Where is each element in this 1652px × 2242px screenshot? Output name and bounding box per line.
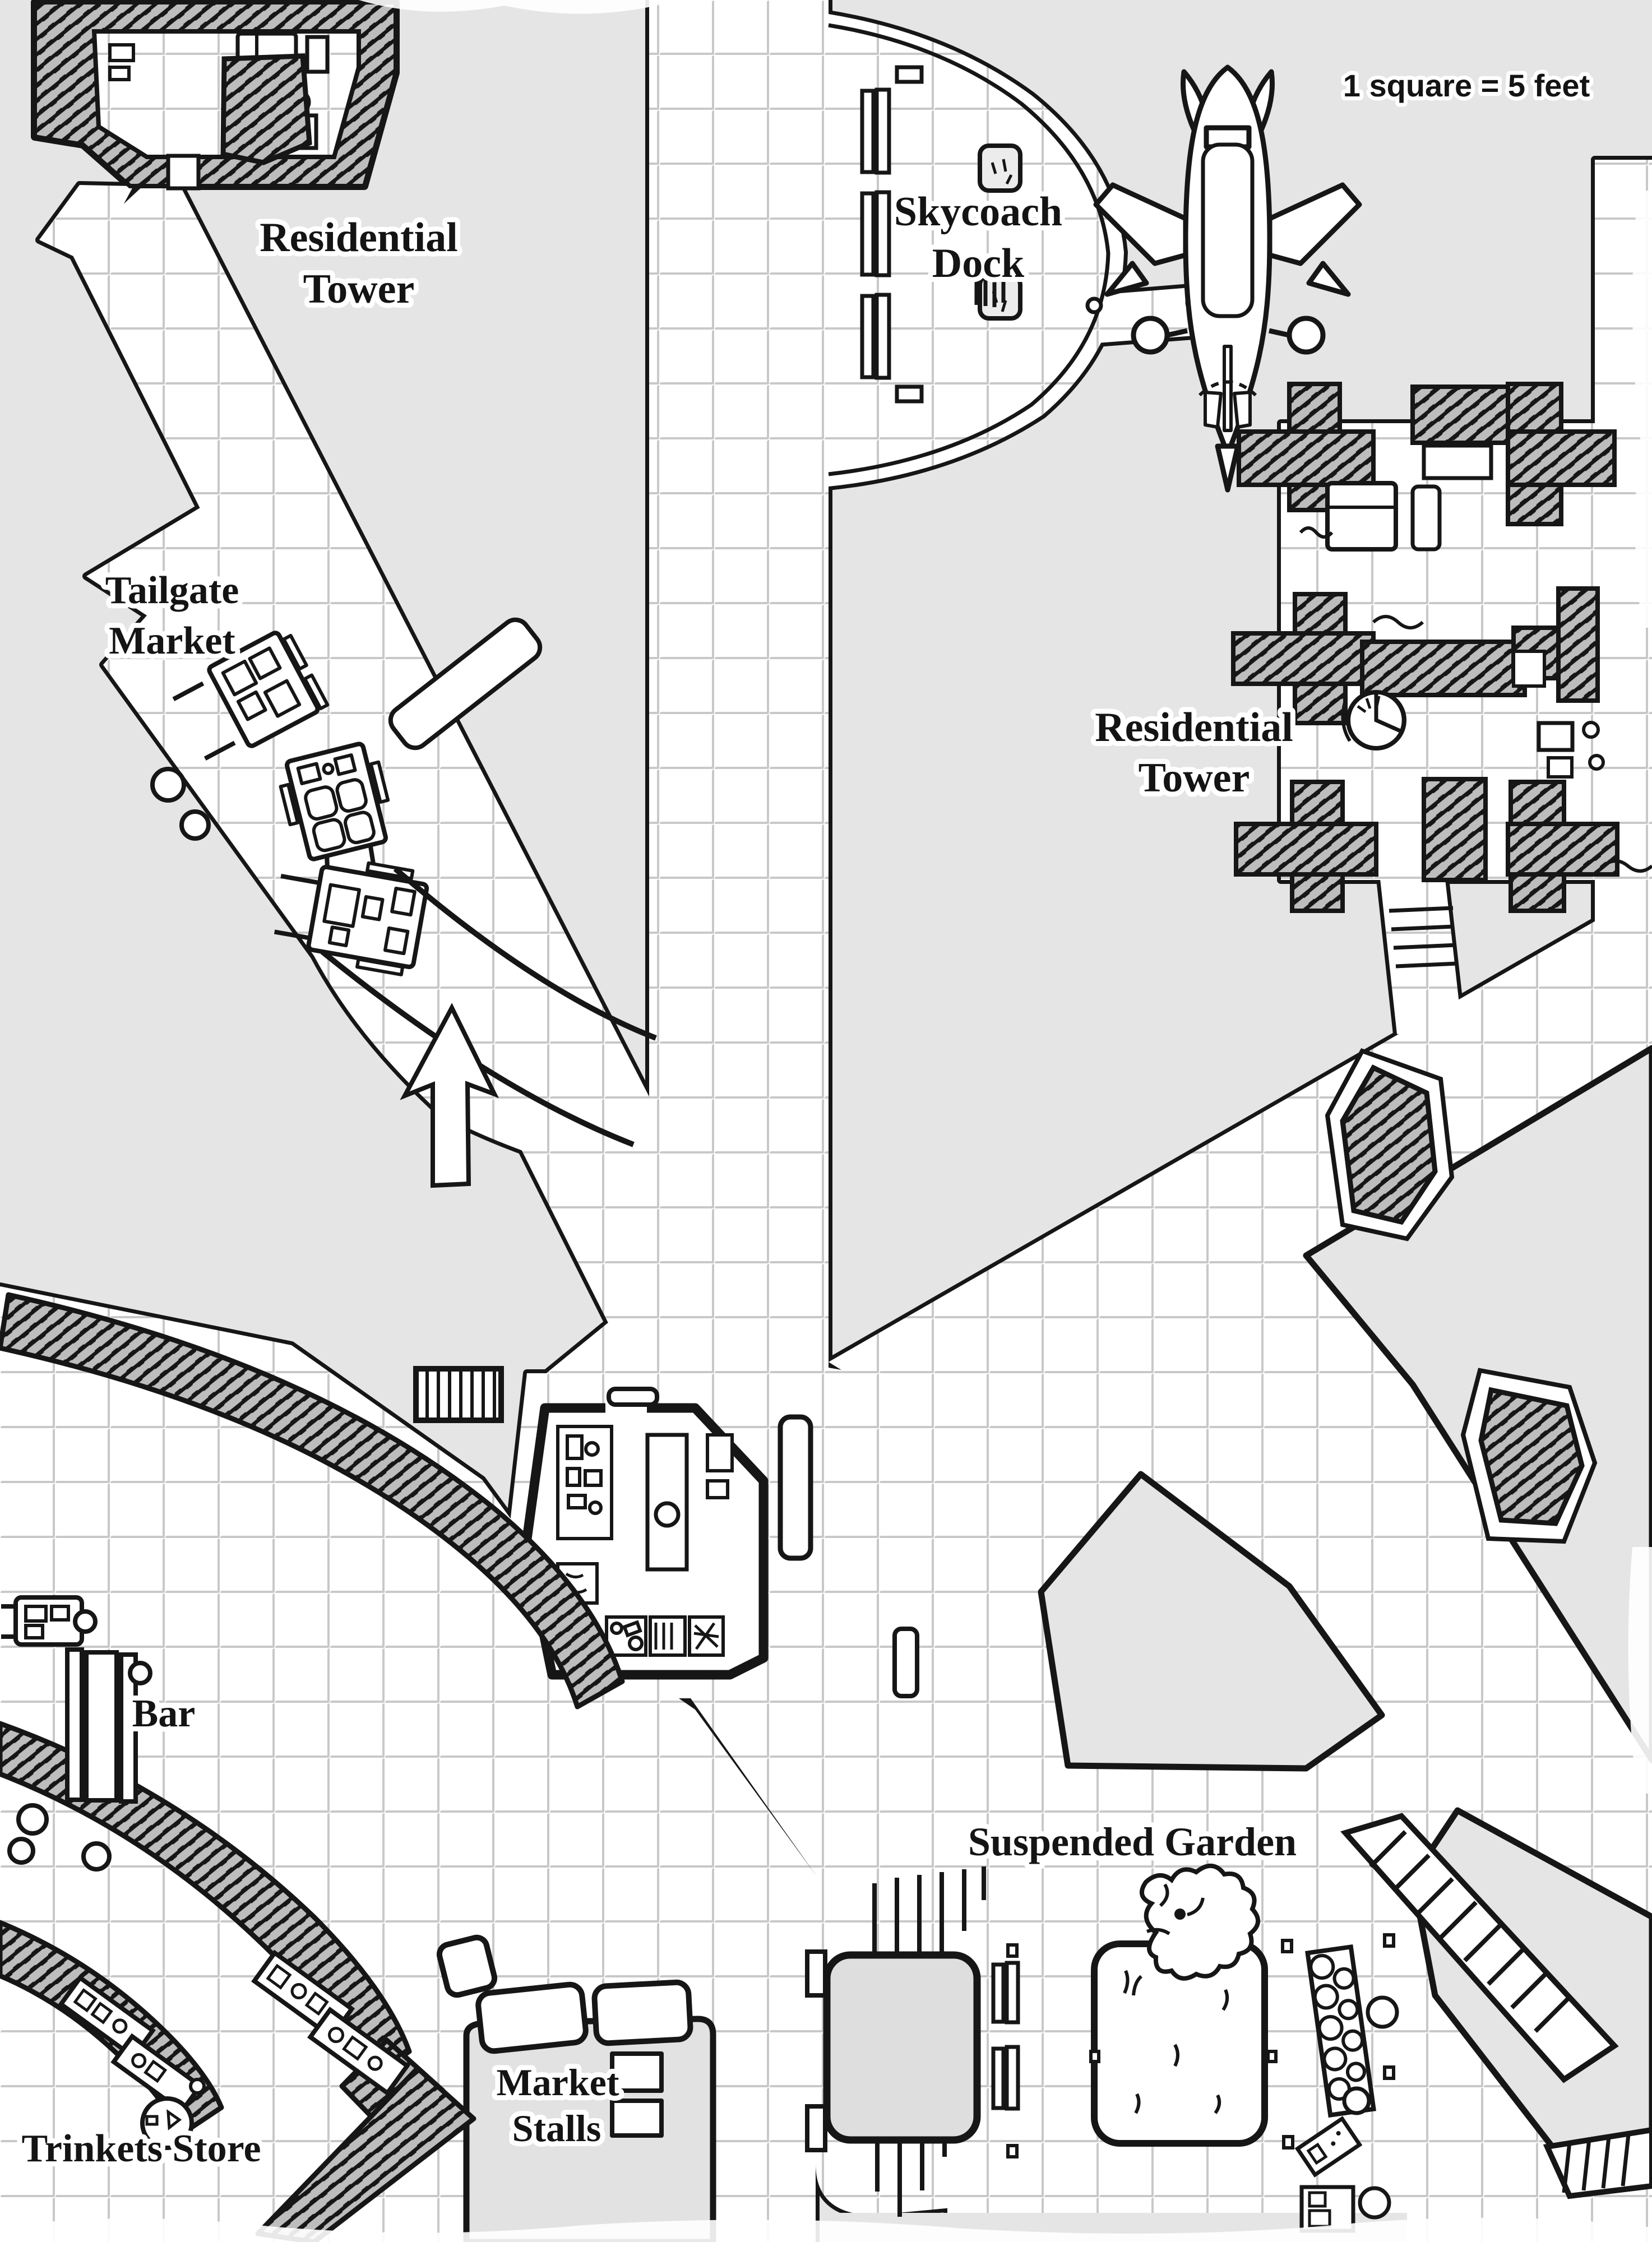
label-tower-nw-2: Tower xyxy=(303,266,415,312)
stall-booth xyxy=(477,1984,587,2053)
couch-icon xyxy=(1413,487,1440,549)
wardrobe-icon xyxy=(307,37,327,72)
bench-icon xyxy=(609,1389,657,1405)
stool-icon xyxy=(130,1663,150,1683)
label-tower-nw-1: Residential xyxy=(260,215,458,261)
stall-booth xyxy=(437,1935,497,1997)
stall-booth xyxy=(594,1982,691,2044)
scale-note: 1 square = 5 feet xyxy=(1343,68,1590,103)
label-skycoach-1: Skycoach xyxy=(894,189,1063,235)
label-tower-e-2: Tower xyxy=(1138,755,1250,801)
label-suspended-garden: Suspended Garden xyxy=(968,1819,1297,1864)
stool-icon xyxy=(10,1839,33,1863)
label-tailgate-2: Market xyxy=(109,619,235,663)
label-market-stalls-1: Market xyxy=(496,2061,619,2104)
bench-icon xyxy=(895,1629,917,1696)
plank-bridge xyxy=(416,1369,501,1420)
label-trinkets-store: Trinkets Store xyxy=(21,2127,261,2170)
bar-counter xyxy=(67,1650,82,1800)
stool-icon xyxy=(84,1843,109,1869)
stall-table xyxy=(612,2101,661,2136)
door xyxy=(1514,651,1544,686)
balcony-bench xyxy=(1424,446,1491,478)
bed-icon xyxy=(1327,483,1396,549)
stall-table xyxy=(612,2054,661,2091)
label-skycoach-2: Dock xyxy=(932,240,1025,286)
handcart-icon xyxy=(1,1597,95,1645)
label-tower-e-1: Residential xyxy=(1095,705,1293,751)
pond xyxy=(827,1955,977,2140)
stool-icon xyxy=(18,1805,47,1833)
bench-icon xyxy=(780,1417,811,1558)
label-bar: Bar xyxy=(132,1692,196,1735)
door xyxy=(168,156,198,188)
label-tailgate-1: Tailgate xyxy=(105,569,239,612)
bar-counter xyxy=(86,1652,117,1800)
label-market-stalls-2: Stalls xyxy=(512,2107,601,2150)
stone-pillar-icon xyxy=(223,56,309,163)
table-icon xyxy=(1539,723,1572,750)
